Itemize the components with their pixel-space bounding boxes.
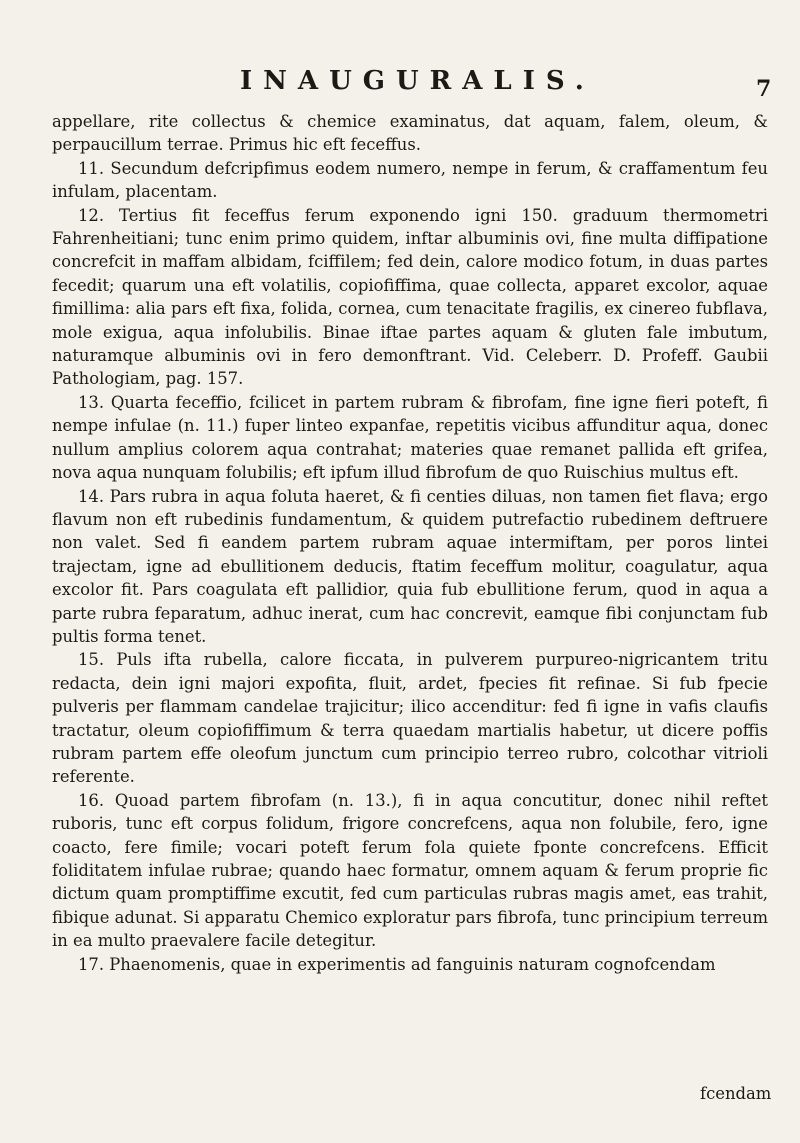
- page-number: 7: [756, 76, 772, 102]
- paragraph-14: 14. Pars rubra in aqua foluta haeret, & fi centies diluas, non tamen fiet flava; ergo flavum non eft rubedinis fundamentum, & quidem putrefactio rubedinem deftruere non valet. Sed fi eandem partem rubram aquae intermiftam, per poros lintei trajectam, igne ad ebullitionem deducis, ftatim feceffum molitur, coagulatur, aqua excolor fit. Pars coagulata eft pallidior, quia fub ebullitione ferum, quod in aqua a parte rubra feparatum, adhuc inerat, cum hac concrevit, eamque fibi conjunctam fub pultis forma tenet.: [52, 486, 768, 646]
- running-title: INAUGURALIS.: [240, 66, 595, 96]
- page-header: [0, 66, 800, 106]
- paragraph-13: 13. Quarta feceffio, fcilicet in partem rubram & fibrofam, fine igne fieri poteft, fi nempe infulae (n. 11.) fuper linteo expanfae, repetitis vicibus affunditur aqua, donec nullum amplius colorem aqua contrahat; materies quae remanet pallida eft grifea, nova aqua nunquam folubilis; eft ipfum illud fibrofum de quo Ruischius multus eft.: [52, 392, 768, 483]
- body-text: [52, 110, 768, 976]
- paragraph-17: 17. Phaenomenis, quae in experimentis ad fanguinis naturam cognofcendam: [78, 954, 716, 974]
- paragraph-continuation: appellare, rite collectus & chemice examinatus, dat aquam, falem, oleum, & perpaucillum terrae. Primus hic eft feceffus.: [52, 112, 768, 155]
- paragraph-15: 15. Puls ifta rubella, calore ficcata, in pulverem purpureo-nigricantem tritu redacta, dein igni majori expofita, fluit, ardet, fpecies fit refinae. Si fub fpecie pulveris per flammam candelae trajicitur; ilico accenditur: fed fi igne in vafis claufis tractatur, oleum copiofiffimum & terra quaedam martialis habetur, ut dicere poffis rubram partem effe oleofum junctum cum principio terreo rubro, colcothar vitrioli referente.: [52, 650, 768, 787]
- paragraph-11: 11. Secundum defcripfimus eodem numero, nempe in ferum, & craffamentum feu infulam, placentam.: [52, 158, 768, 202]
- paragraph-16: 16. Quoad partem fibrofam (n. 13.), fi in aqua concutitur, donec nihil reftet ruboris, tunc eft corpus folidum, frigore concrefcens, aqua non folubile, fero, igne coacto, fere fimile; vocari poteft ferum fola quiete fponte concrefcens. Efficit foliditatem infulae rubrae; quando haec formatur, omnem aquam & ferum proprie fic dictum quam promptiffime excutit, fed cum particulas rubras magis amet, eas trahit, fibique adunat. Si apparatu Chemico exploratur pars fibrofa, tunc principium terreum in ea multo praevalere facile detegitur.: [52, 790, 768, 951]
- catchword: fcendam: [700, 1084, 772, 1103]
- paragraph-12: 12. Tertius fit feceffus ferum exponendo igni 150. graduum thermometri Fahrenheitiani; tunc enim primo quidem, inftar albuminis ovi, fine multa diffipatione concrefcit in maffam albidam, fciffilem; fed dein, calore modico fotum, in duas partes fecedit; quarum una eft volatilis, copiofiffima, quae collecta, apparet excolor, aquae fimillima: alia pars eft fixa, folida, cornea, cum tenacitate fragilis, ex cinereo fubflava, mole exigua, aqua infolubilis. Binae iftae partes aquam & gluten fale imbutum, naturamque albuminis ovi in fero demonftrant. Vid. Celeberr. D. Profeff. Gaubii Pathologiam, pag. 157.: [52, 205, 768, 389]
